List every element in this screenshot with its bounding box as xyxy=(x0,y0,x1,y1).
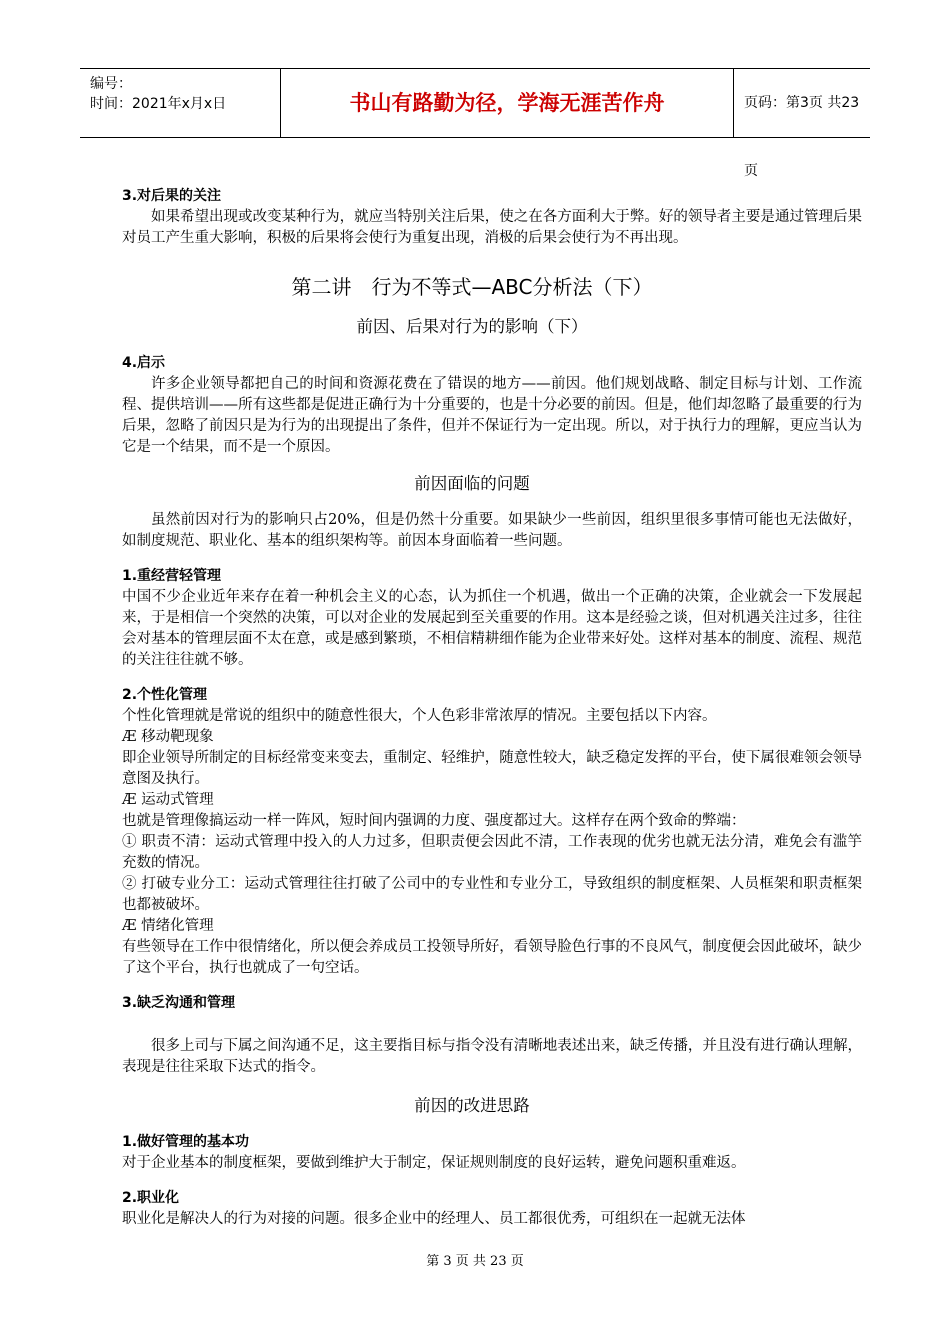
lecture-title: 第二讲 行为不等式—ABC分析法（下） xyxy=(291,275,653,299)
page-footer: 第 3 页 共 23 页 xyxy=(426,1254,524,1269)
paragraph: 对于企业基本的制度框架，要做到维护大于制定，保证规则制度的良好运转，避免问题积重难返。 xyxy=(122,1155,746,1171)
paragraph: 有些领导在工作中很情绪化，所以便会养成员工投领导所好，看领导脸色行事的不良风气，制度便会因此破坏，缺少了这个平台，执行也就成了一句空话。 xyxy=(122,939,862,976)
number-label: 编号： xyxy=(90,76,132,92)
paragraph: 如果希望出现或改变某种行为，就应当特别关注后果，使之在各方面利大于弊。好的领导者主要是通过管理后果对员工产生重大影响，积极的后果将会使行为重复出现，消极的后果会使行为不再出现。 xyxy=(122,209,862,246)
paragraph: 职业化是解决人的行为对接的问题。很多企业中的经理人、员工都很优秀，可组织在一起就无法体 xyxy=(122,1211,746,1227)
paragraph: 很多上司与下属之间沟通不足，这主要指目标与指令没有清晰地表述出来，缺乏传播，并且没有进行确认理解，表现是往往采取下达式的指令。 xyxy=(122,1038,862,1075)
section-subtitle: 前因、后果对行为的影响（下） xyxy=(356,317,588,336)
paragraph: 中国不少企业近年来存在着一种机会主义的心态，认为抓住一个机遇，做出一个正确的决策，企业就会一下发展起来，于是相信一个突然的决策，可以对企业的发展起到至关重要的作用。这本是经验之谈，但对机遇关注过多，往往会对基本的管理层面不太在意，或是感到繁琐，不相信精耕细作能为企业带来好处。这样对基本的制度、流程、规范的关注往往就不够。 xyxy=(122,589,862,668)
paragraph: 也就是管理像搞运动一样一阵风，短时间内强调的力度、强度都过大。这样存在两个致命的弊端： xyxy=(122,813,746,829)
paragraph: 许多企业领导都把自己的时间和资源花费在了错误的地方——前因。他们规划战略、制定目标与计划、工作流程、提供培训——所有这些都是促进正确行为十分重要的，也是十分必要的前因。但是，他们却忽略了最重要的行为后果，忽略了前因只是为行为的出现提出了条件，但并不保证行为一定出现。所以，对于执行力的理解，更应当认为它是一个结果，而不是一个原因。 xyxy=(122,376,862,455)
bullet-item: Æ 运动式管理 xyxy=(122,790,862,811)
section-subtitle: 前因的改进思路 xyxy=(414,1096,530,1115)
numbered-item: ① 职责不清：运动式管理中投入的人力过多，但职责便会因此不清，工作表现的优劣也就无法分清，难免会有滥竽充数的情况。 xyxy=(122,834,862,871)
header-page-info: 页码：第3页 共23页 xyxy=(744,95,860,179)
bullet-item: Æ 情绪化管理 xyxy=(122,916,862,937)
section-heading: 2.个性化管理 xyxy=(122,687,208,703)
section-heading: 2.职业化 xyxy=(122,1190,180,1206)
document-body xyxy=(122,186,862,1230)
paragraph: 虽然前因对行为的影响只占20%，但是仍然十分重要。如果缺少一些前因，组织里很多事情可能也无法做好，如制度规范、职业化、基本的组织架构等。前因本身面临着一些问题。 xyxy=(122,512,862,549)
page-header xyxy=(80,68,870,179)
section-subtitle: 前因面临的问题 xyxy=(414,474,530,493)
paragraph: 个性化管理就是常说的组织中的随意性很大，个人色彩非常浓厚的情况。主要包括以下内容。 xyxy=(122,708,717,724)
header-meta-cell xyxy=(80,69,281,137)
section-heading: 4.启示 xyxy=(122,355,166,371)
section-heading: 3.缺乏沟通和管理 xyxy=(122,995,236,1011)
section-heading: 3.对后果的关注 xyxy=(122,188,222,204)
numbered-item: ② 打破专业分工：运动式管理往往打破了公司中的专业性和专业分工，导致组织的制度框架、人员框架和职责框架也都被破坏。 xyxy=(122,876,862,913)
section-heading: 1.做好管理的基本功 xyxy=(122,1134,250,1150)
header-motto: 书山有路勤为径，学海无涯苦作舟 xyxy=(281,69,734,137)
date-label: 时间：2021年x月x日 xyxy=(90,96,227,112)
section-heading: 1.重经营轻管理 xyxy=(122,568,222,584)
paragraph: 即企业领导所制定的目标经常变来变去，重制定、轻维护，随意性较大，缺乏稳定发挥的平台，使下属很难领会领导意图及执行。 xyxy=(122,750,862,787)
bullet-item: Æ 移动靶现象 xyxy=(122,727,862,748)
